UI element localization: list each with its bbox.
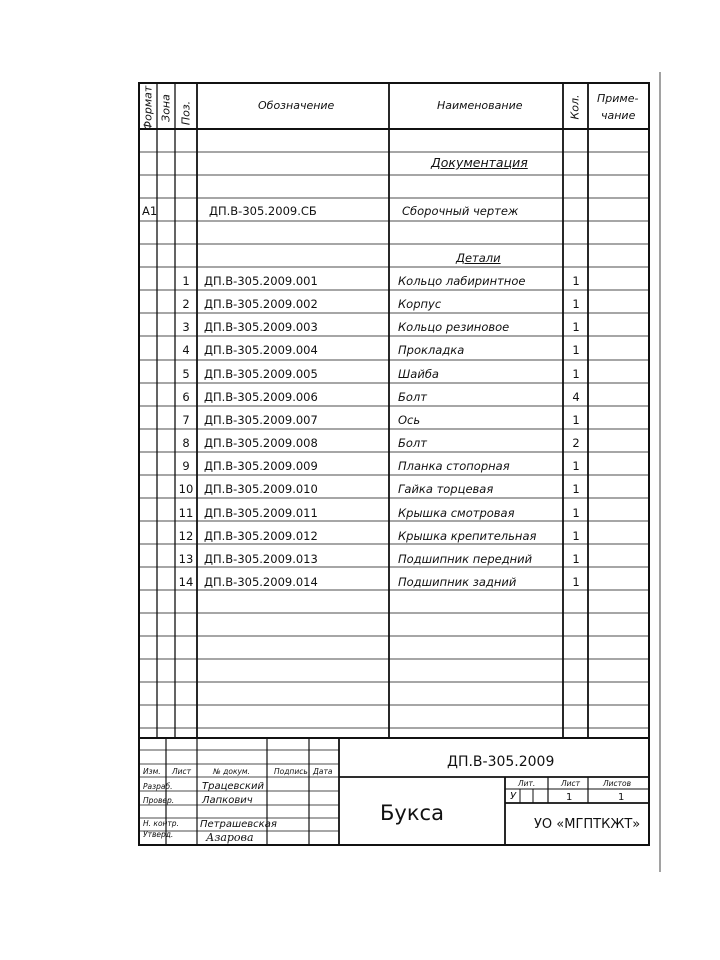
row-pos: 4 (182, 343, 190, 357)
product-name: Букса (380, 801, 444, 825)
row-name: Болт (398, 390, 427, 404)
person-n-kontr: Петрашевская (200, 819, 277, 830)
header-designation: Обозначение (258, 99, 335, 112)
row-qty: 1 (572, 575, 580, 589)
row-name: Корпус (398, 297, 442, 311)
row-designation: ДП.В-305.2009.008 (204, 436, 318, 450)
row-name: Прокладка (398, 343, 465, 357)
row-qty: 1 (572, 482, 580, 496)
label-izm: Изм. (143, 767, 161, 776)
row-qty: 1 (572, 320, 580, 334)
assembly-format: А1 (142, 204, 158, 218)
row-name: Кольцо резиновое (398, 320, 510, 334)
row-designation: ДП.В-305.2009.004 (204, 343, 318, 357)
row-designation: ДП.В-305.2009.010 (204, 482, 318, 496)
person-prover: Лапкович (202, 795, 253, 806)
row-name: Ось (398, 413, 421, 427)
person-razrab: Трацевский (202, 781, 264, 792)
row-designation: ДП.В-305.2009.009 (204, 459, 318, 473)
row-pos: 13 (178, 552, 194, 566)
label-sheets: Листов (603, 779, 632, 788)
row-qty: 1 (572, 343, 580, 357)
row-designation: ДП.В-305.2009.002 (204, 297, 318, 311)
row-name: Кольцо лабиринтное (398, 274, 526, 288)
organization-name: УО «МГПТКЖТ» (534, 817, 641, 832)
title-doc-code: ДП.В-305.2009 (447, 754, 555, 770)
label-razrab: Разраб. (143, 782, 173, 791)
row-qty: 1 (572, 297, 580, 311)
row-name: Крышка смотровая (398, 506, 515, 520)
row-name: Крышка крепительная (398, 529, 537, 543)
row-designation: ДП.В-305.2009.012 (204, 529, 318, 543)
label-lit: Лит. (518, 779, 536, 788)
label-utverd: Утверд. (143, 830, 174, 839)
row-qty: 2 (572, 436, 580, 450)
row-qty: 1 (572, 529, 580, 543)
header-qty: Кол. (568, 94, 582, 120)
row-designation: ДП.В-305.2009.011 (204, 506, 318, 520)
section-parts: Детали (456, 251, 501, 265)
row-qty: 4 (572, 390, 580, 404)
assembly-name: Сборочный чертеж (402, 204, 519, 218)
row-pos: 8 (182, 436, 190, 450)
row-name: Шайба (398, 367, 439, 381)
row-designation: ДП.В-305.2009.005 (204, 367, 318, 381)
row-pos: 6 (182, 390, 190, 404)
header-pos: Поз. (179, 100, 193, 126)
label-sheet: Лист (561, 779, 581, 788)
row-qty: 1 (572, 274, 580, 288)
row-name: Подшипник задний (398, 575, 517, 589)
row-pos: 10 (178, 482, 194, 496)
label-sign: Подпись (274, 767, 308, 776)
row-pos: 11 (178, 506, 194, 520)
row-pos: 12 (178, 529, 194, 543)
header-zone: Зона (159, 94, 173, 122)
row-name: Гайка торцевая (398, 482, 494, 496)
row-designation: ДП.В-305.2009.007 (204, 413, 318, 427)
row-pos: 2 (182, 297, 190, 311)
header-name: Наименование (437, 99, 523, 112)
row-designation: ДП.В-305.2009.013 (204, 552, 318, 566)
label-prover: Провер. (143, 796, 175, 805)
row-designation: ДП.В-305.2009.001 (204, 274, 318, 288)
row-qty: 1 (572, 506, 580, 520)
header-note-line1: Приме- (597, 92, 639, 105)
person-utverd: Азарова (206, 831, 254, 844)
row-name: Болт (398, 436, 427, 450)
row-pos: 1 (182, 274, 190, 288)
row-qty: 1 (572, 552, 580, 566)
row-designation: ДП.В-305.2009.003 (204, 320, 318, 334)
row-qty: 1 (572, 459, 580, 473)
sheets-value: 1 (618, 792, 625, 803)
letter-value: У (510, 791, 517, 802)
label-date: Дата (313, 767, 333, 776)
row-pos: 3 (182, 320, 190, 334)
row-pos: 9 (182, 459, 190, 473)
row-pos: 7 (182, 413, 190, 427)
label-doc-no: № докум. (213, 767, 250, 776)
row-pos: 5 (182, 367, 190, 381)
row-name: Планка стопорная (398, 459, 510, 473)
label-list: Лист (172, 767, 192, 776)
sheet-value: 1 (566, 792, 573, 803)
row-pos: 14 (178, 575, 194, 589)
row-designation: ДП.В-305.2009.006 (204, 390, 318, 404)
header-note-line2: чание (601, 109, 636, 122)
row-designation: ДП.В-305.2009.014 (204, 575, 318, 589)
assembly-designation: ДП.В-305.2009.СБ (209, 204, 317, 218)
label-n-kontr: Н. контр. (143, 819, 179, 828)
header-format: Формат (141, 85, 155, 131)
row-qty: 1 (572, 413, 580, 427)
row-qty: 1 (572, 367, 580, 381)
row-name: Подшипник передний (398, 552, 533, 566)
section-documentation: Документация (431, 155, 528, 170)
